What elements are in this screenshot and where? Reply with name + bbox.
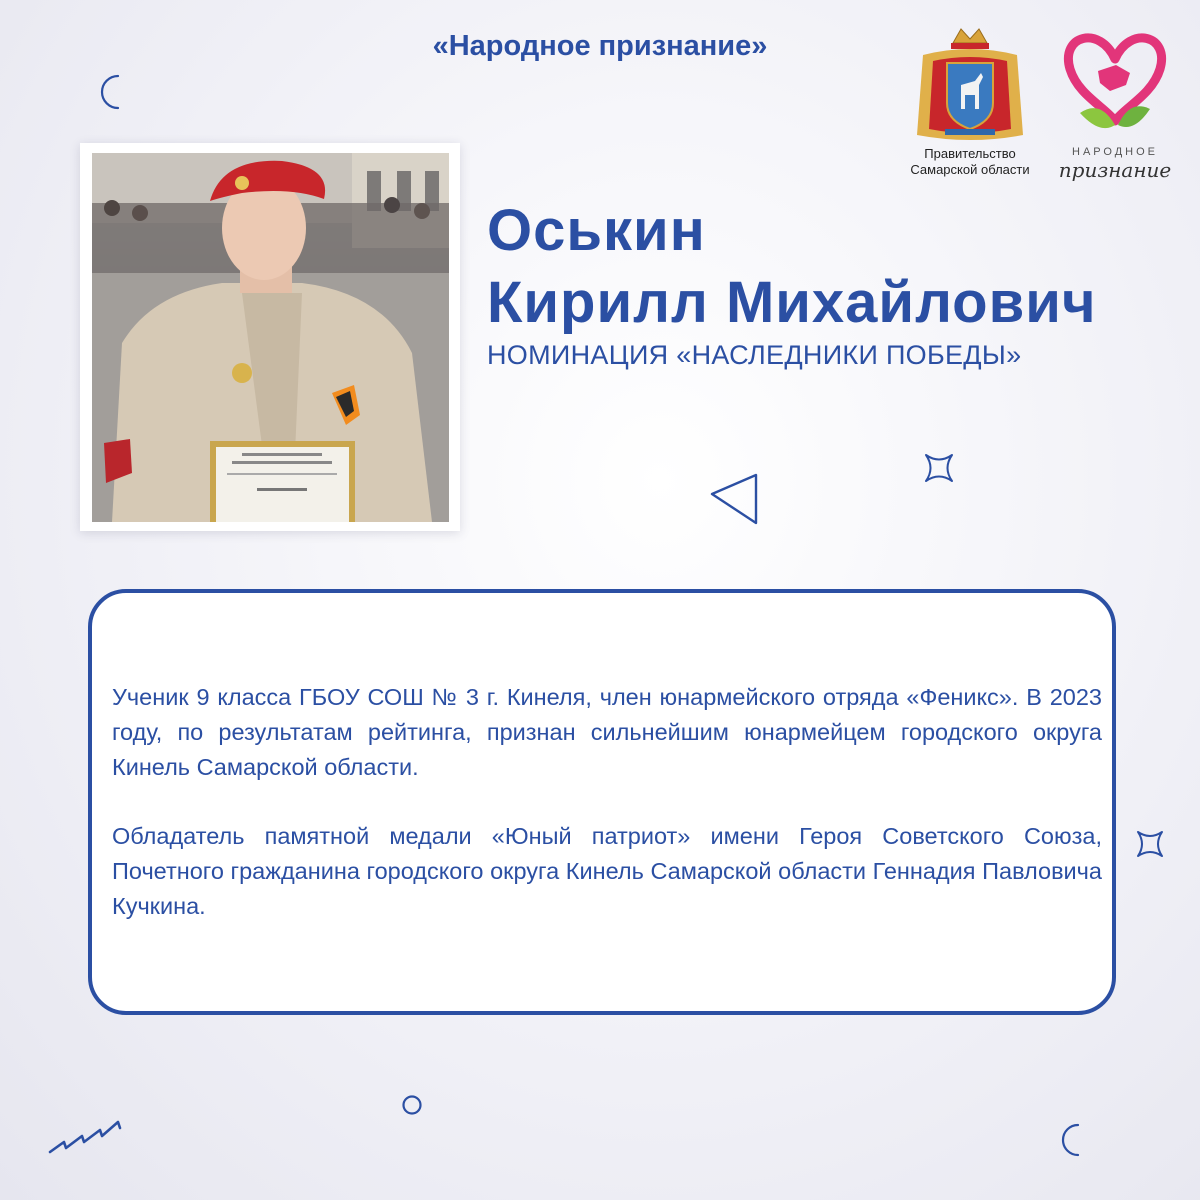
- circle-outline-icon: [400, 1093, 424, 1117]
- zigzag-line-icon: [44, 1108, 132, 1158]
- crescent-icon: [1058, 1122, 1084, 1158]
- nomination-label: НОМИНАЦИЯ «НАСЛЕДНИКИ ПОБЕДЫ»: [487, 340, 1022, 370]
- description-text: [112, 680, 1102, 958]
- government-caption-line1: Правительство: [924, 146, 1016, 161]
- crescent-icon: [96, 72, 126, 112]
- person-given-names: Кирилл Михайлович: [487, 270, 1097, 335]
- np-caption-top: НАРОДНОЕ: [1072, 146, 1158, 158]
- government-caption-line2: Самарской области: [910, 162, 1030, 177]
- page-header-title: «Народное признание»: [432, 30, 768, 62]
- person-photo: [92, 153, 449, 522]
- np-caption-bottom: признание: [1058, 158, 1172, 182]
- government-caption: [880, 146, 1060, 178]
- description-paragraph-2: Обладатель памятной медали «Юный патриот» имени Героя Советского Союза, Почетного гражданина городского округа Кинель Самарской области Геннадия Павловича Кучкина.: [112, 823, 1102, 919]
- star-outline-icon: [921, 450, 957, 486]
- person-surname: Оськин: [487, 198, 706, 263]
- description-paragraph-1: Ученик 9 класса ГБОУ СОШ № 3 г. Кинеля, член юнармейского отряда «Феникс». В 2023 году, по результатам рейтинга, признан сильнейшим юнармейцем городского округа Кинель Самарской области.: [112, 684, 1102, 780]
- star-outline-icon: [1134, 828, 1166, 860]
- triangle-outline-icon: [706, 470, 762, 528]
- person-name: [487, 195, 1097, 339]
